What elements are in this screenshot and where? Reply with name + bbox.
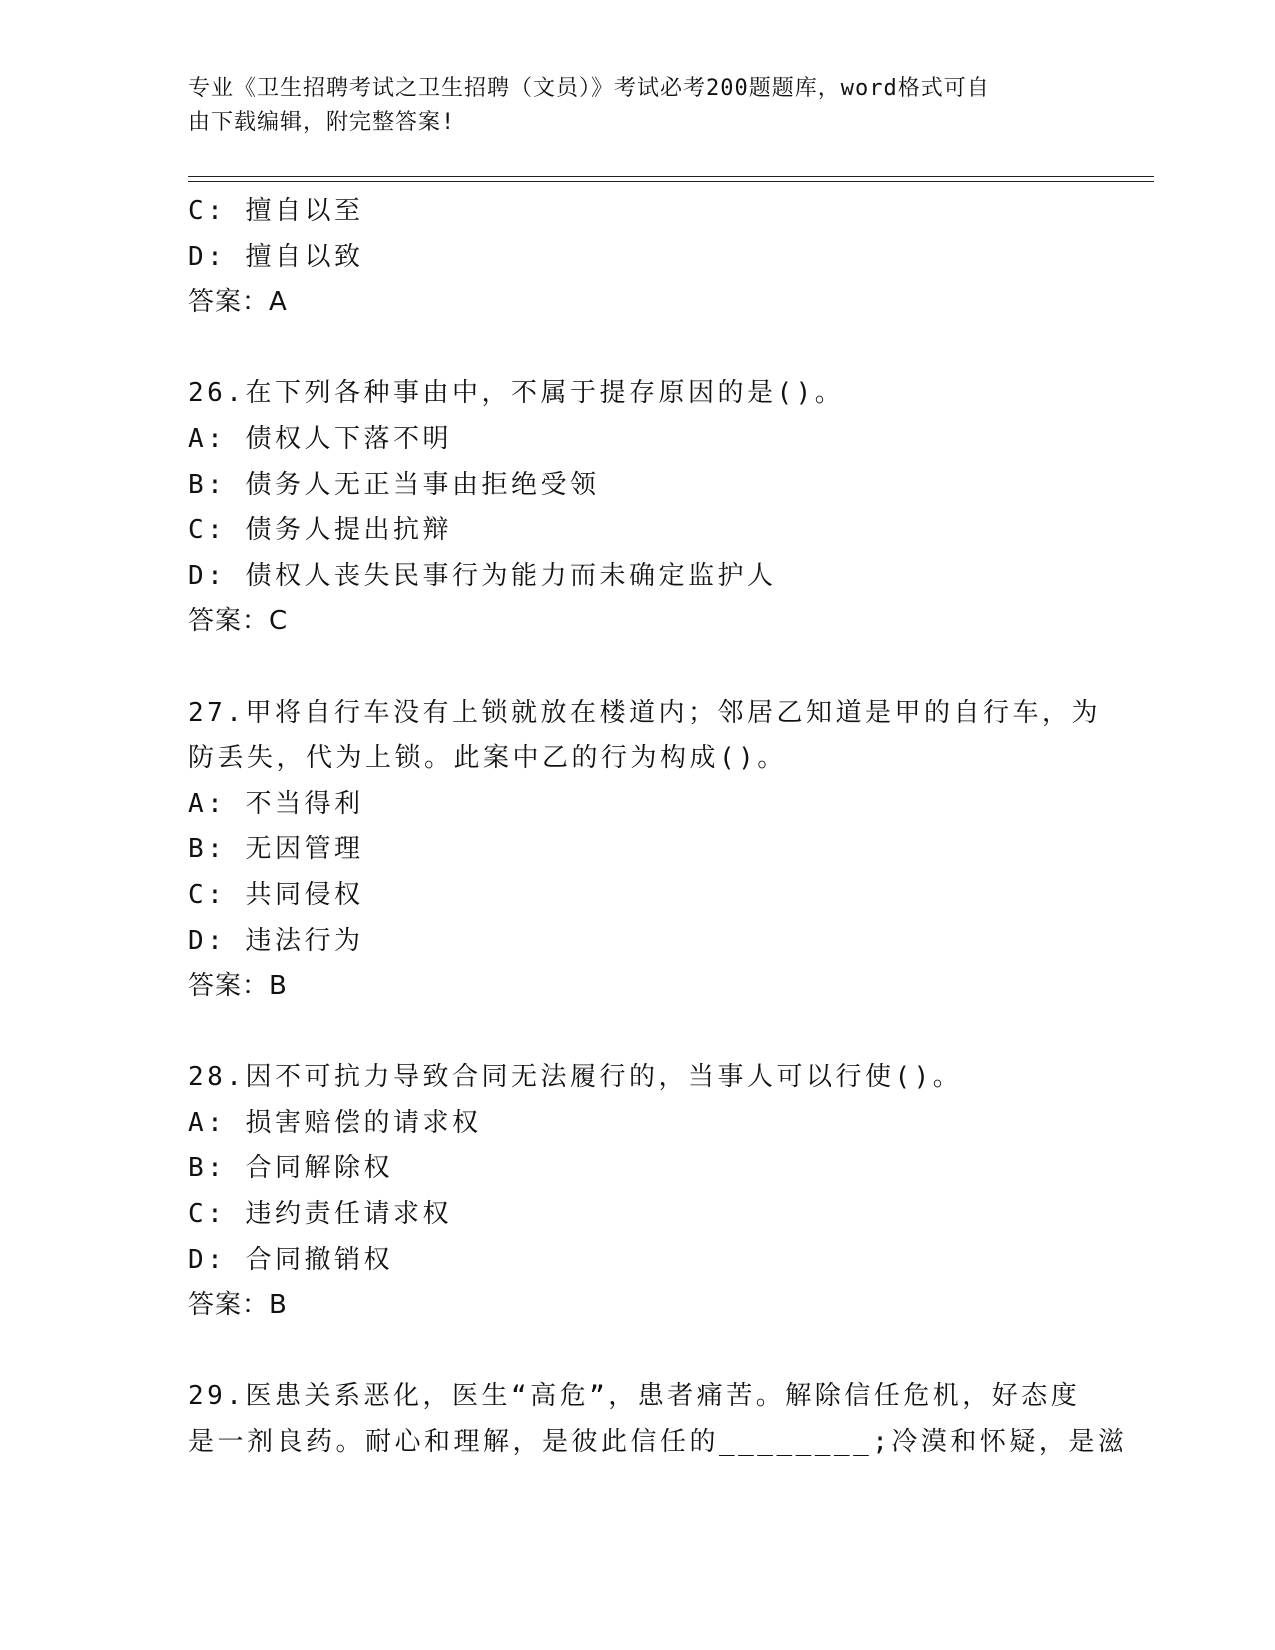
answer-line: 答案：B xyxy=(188,1290,288,1321)
header-divider-bottom xyxy=(188,181,1154,182)
spacer xyxy=(188,326,1088,372)
spacer xyxy=(188,645,1088,691)
question-stem: 26.在下列各种事由中，不属于提存原因的是()。 xyxy=(188,378,845,409)
option-c: C: 共同侵权 xyxy=(188,879,364,910)
spacer xyxy=(188,1329,1088,1375)
option-c: C: 擅自以至 xyxy=(188,196,364,226)
question-list xyxy=(188,189,1128,1466)
question-stem-line-1: 29.医患关系恶化，医生“高危”，患者痛苦。解除信任危机，好态度 xyxy=(188,1381,1081,1412)
spacer xyxy=(188,1010,1088,1056)
option-b: B: 债务人无正当事由拒绝受领 xyxy=(188,469,600,500)
option-b: B: 合同解除权 xyxy=(188,1153,393,1184)
question-25-tail xyxy=(188,189,1088,326)
answer-line: 答案：C xyxy=(188,606,289,637)
option-a: A: 债权人下落不明 xyxy=(188,423,452,454)
answer-line: 答案：B xyxy=(188,971,288,1002)
option-d: D: 合同撤销权 xyxy=(188,1244,393,1275)
option-d: D: 违法行为 xyxy=(188,925,364,956)
header-divider-top xyxy=(188,176,1154,177)
option-d: D: 债权人丧失民事行为能力而未确定监护人 xyxy=(188,560,777,591)
header-line-2: 由下载编辑，附完整答案! xyxy=(188,110,456,135)
question-stem: 28.因不可抗力导致合同无法履行的，当事人可以行使()。 xyxy=(188,1062,963,1093)
question-stem-line-2: 是一剂良药。耐心和理解，是彼此信任的________;冷漠和怀疑，是滋 xyxy=(188,1427,1128,1458)
question-stem-line-2: 防丢失，代为上锁。此案中乙的行为构成()。 xyxy=(188,743,787,774)
option-c: C: 债务人提出抗辩 xyxy=(188,515,452,546)
option-a: A: 不当得利 xyxy=(188,788,364,819)
question-28 xyxy=(188,1055,1088,1329)
option-d: D: 擅自以致 xyxy=(188,241,364,272)
question-27 xyxy=(188,691,1101,1010)
question-29 xyxy=(188,1374,1128,1465)
question-stem-line-1: 27.甲将自行车没有上锁就放在楼道内；邻居乙知道是甲的自行车，为 xyxy=(188,697,1101,728)
option-a: A: 损害赔偿的请求权 xyxy=(188,1107,482,1138)
option-b: B: 无因管理 xyxy=(188,834,364,865)
answer-line: 答案：A xyxy=(188,287,288,318)
option-c: C: 违约责任请求权 xyxy=(188,1199,452,1230)
question-26 xyxy=(188,371,1088,645)
header-line-1: 专业《卫生招聘考试之卫生招聘（文员）》考试必考200题题库，word格式可自 xyxy=(188,76,990,101)
document-header xyxy=(188,72,1068,140)
